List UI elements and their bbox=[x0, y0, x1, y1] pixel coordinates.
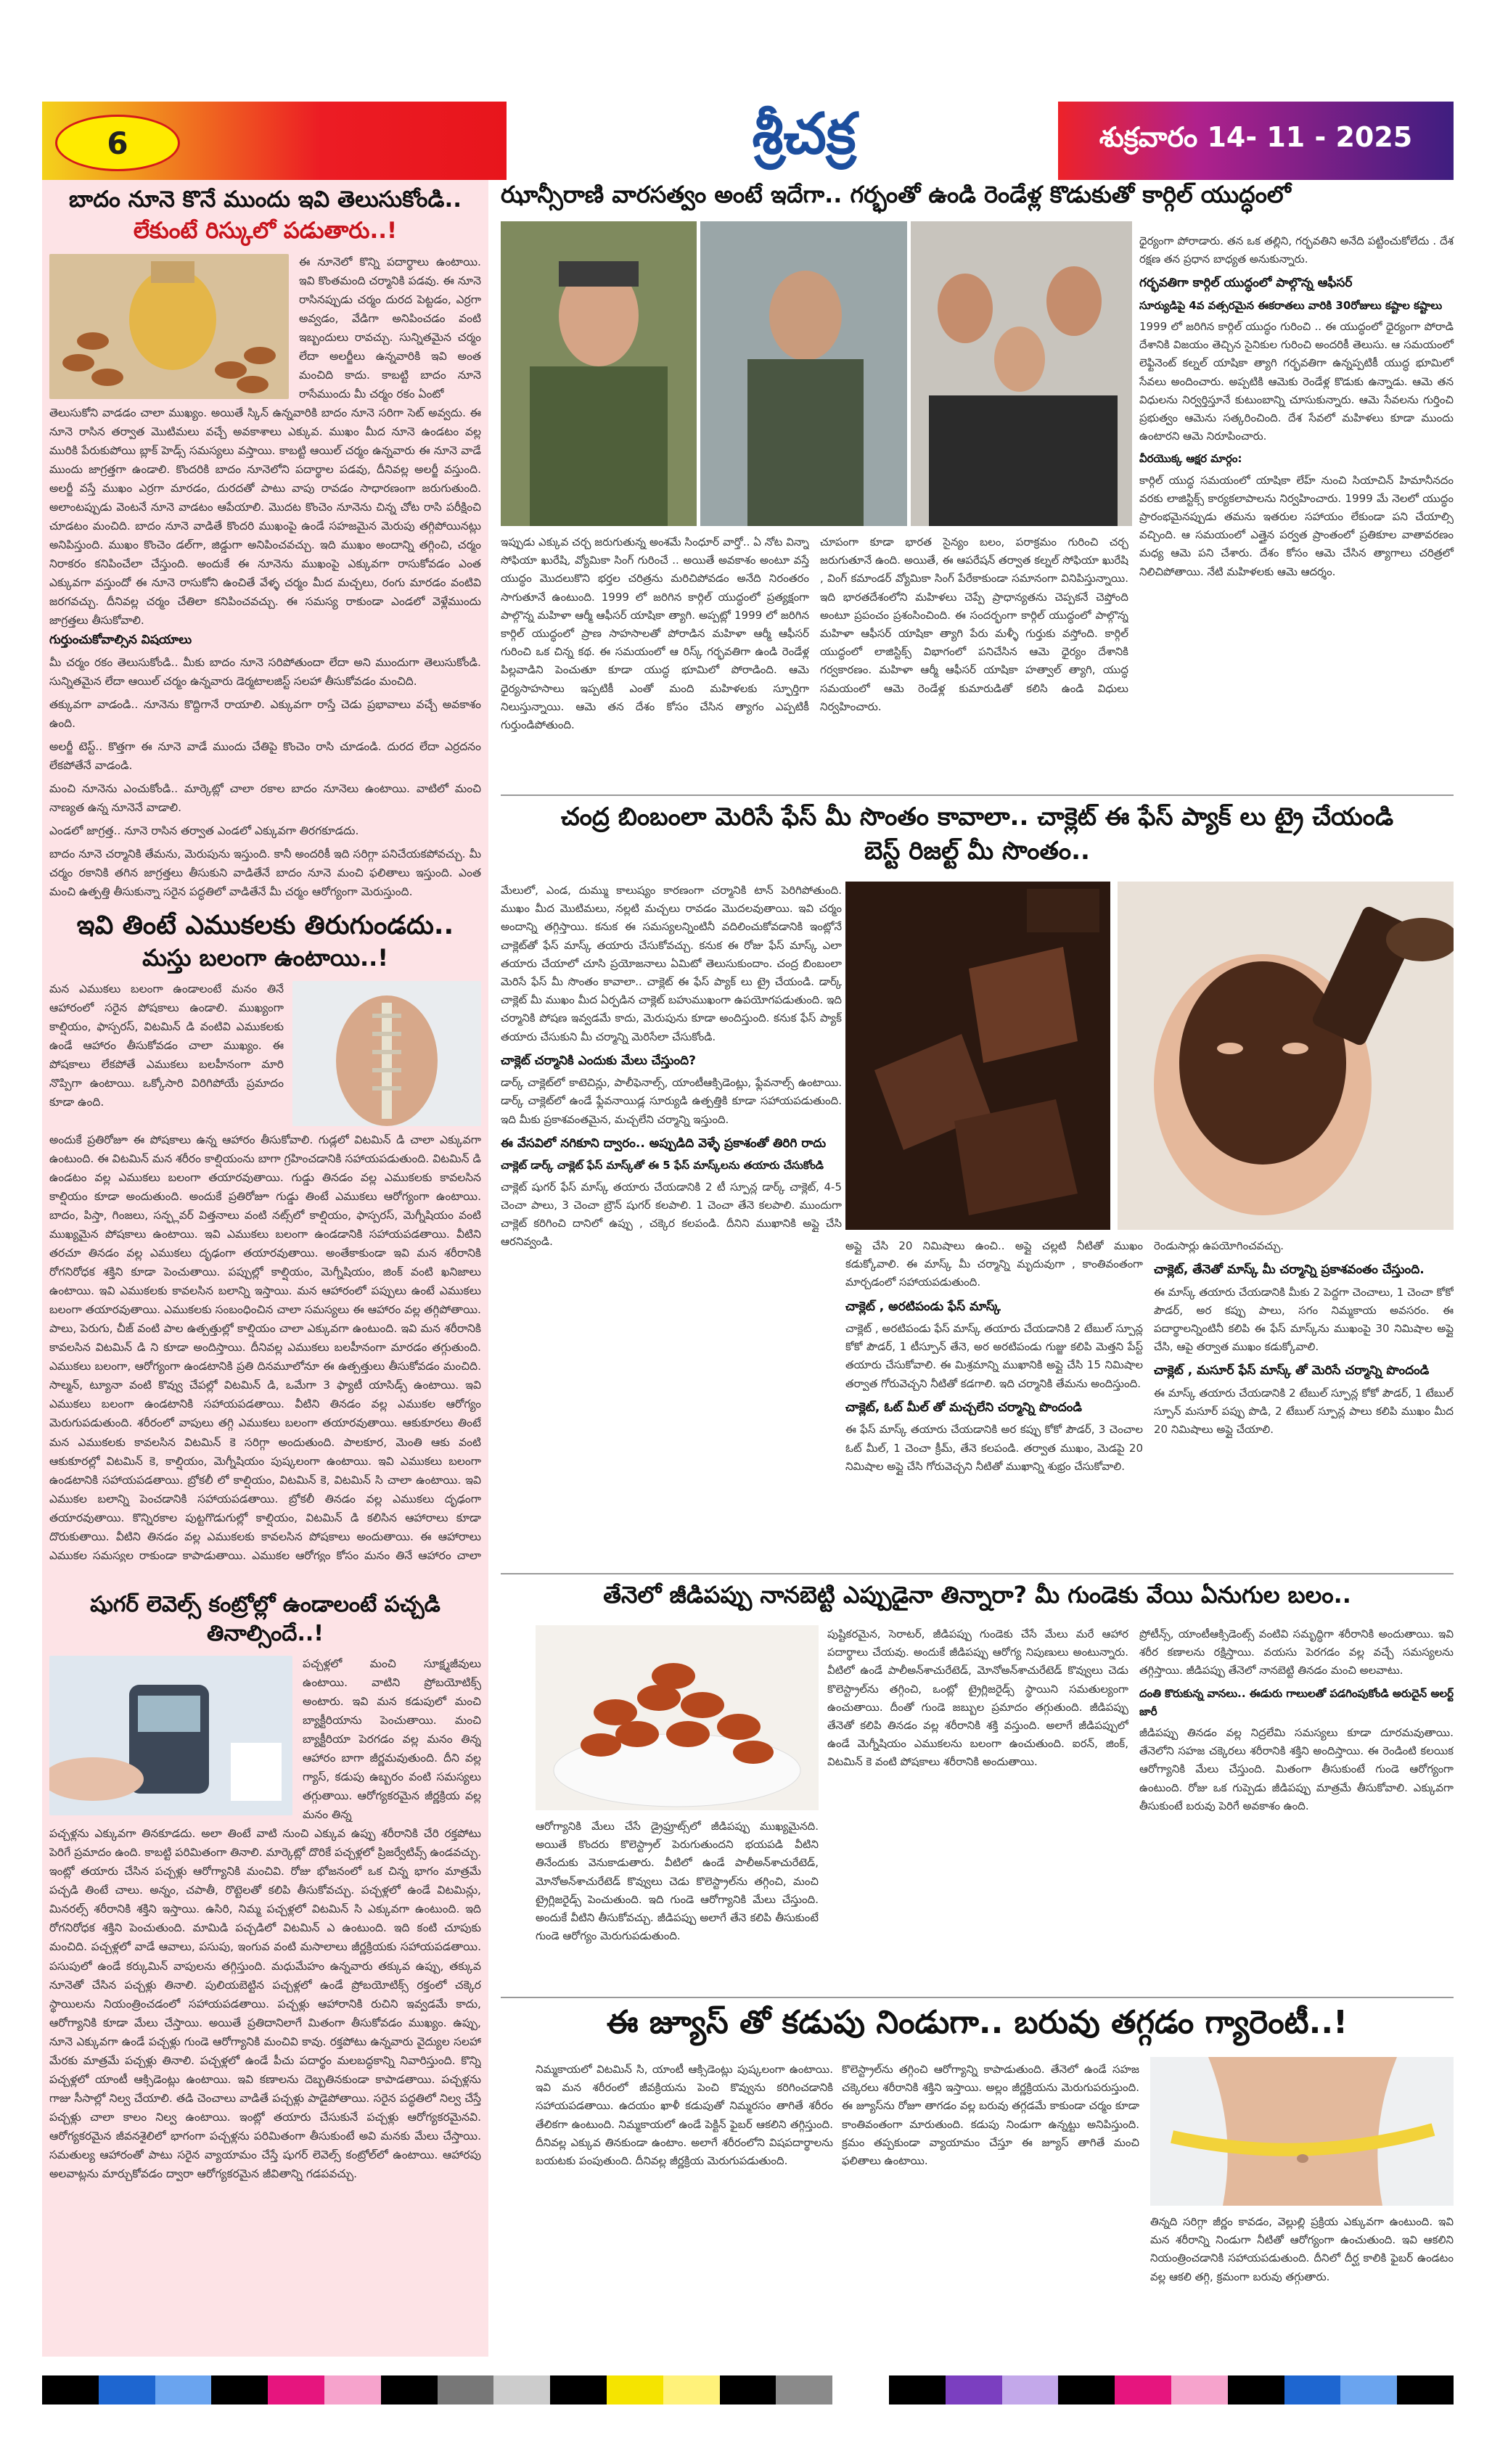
headline: ఝాన్సీరాణి వారసత్వం అంటే ఇదేగా.. గర్భంతో ఉండి రెండేళ్ల కొడుకుతో కార్గిల్ యుద్ధంలో bbox=[501, 181, 1291, 208]
subheading: గుర్తుంచుకోవాల్సిన విషయాలు bbox=[49, 633, 192, 648]
waist-measure-photo bbox=[1150, 2057, 1454, 2206]
body-text: తక్కువగా వాడండి.. నూనెను కొద్దిగానే రాయాలి. ఎక్కువగా రాస్తే చెడు ప్రభావాలు వచ్చే అవకాశం ఉంది. bbox=[49, 698, 481, 731]
glucometer-photo bbox=[49, 1656, 292, 1815]
subheading: చాక్లెట్ డార్క్ చాక్లెట్ ఫేస్ మాస్క్‌తో ఈ 5 ఫేస్ మాస్క్‌లను తయారు చేసుకోండి bbox=[501, 1159, 824, 1173]
body-text: 1999 లో జరిగిన కార్గిల్ యుద్ధం గురించి .. ఈ యుద్ధంలో ధైర్యంగా పోరాడి దేశానికి విజయం తెచ్చిన సైనికుల గురించి అందరికీ తెలుసు. ఆ సమయంలో లెఫ్టినెంట్ కల్నల్ యాషికా త్యాగి గర్భవతిగా ఉన్నప్పటికీ యుద్ధ భూమిలో సేవలు అందించారు. అప్పటికి ఆమెకు రెండేళ్ల కొడుకు ఉన్నాడు. ఆమె తన విధులను నిర్వర్తిస్తూనే కుటుంబాన్ని చూసుకున్నారు. ఆమె సేవలను గుర్తించి ప్రభుత్వం ఆమెను సత్కరించింది. దేశ సేవలో మహిళలు కూడా ముందు ఉంటారని ఆమె నిరూపించారు. bbox=[1139, 320, 1454, 443]
body-text: మేలులో, ఎండ, దుమ్ము కాలుష్యం కారణంగా చర్మానికి టాన్ పెరిగిపోతుంది. ముఖం మీద మొటిమలు, నల్లటి మచ్చలు రావడం మొదలవుతాయి. ఇవి చర్మం అందాన్ని తగ్గిస్తాయి. కనుక ఈ సమస్యలన్నింటినీ వదిలించుకోవడానికి ఇంట్లోనే చాక్లెట్‌తో ఫేస్ మాస్క్ తయారు చేసుకోవచ్చు. కనుక ఈ రోజు ఫేస్ మాస్క్ ఎలా తయారు చేయాలో చూసి ప్రయోజనాలు ఏమిటో తెలుసుకుందాం. చంద్ర బింబంలా మెరిసే ఫేస్ మీ సొంతం కావాలా.. చాక్లెట్ ఈ ఫేస్ ప్యాక్ లు ట్రై చేయండి. డార్క్ చాక్లెట్ మీ ముఖం మీద ఏర్పడిన చాక్లెట్ బహుముఖంగా ఉపయోగపడుతుంది. ఇది చర్మానికి పోషణ ఇవ్వడమే కాదు, మెరుపును కూడా అందిస్తుంది. కనుక ఫేస్ ప్యాక్ తయారు చేసుకుని మీ చర్మాన్ని మెరిసేలా చేసుకోండి. bbox=[501, 884, 842, 1043]
chocolate-column-1 bbox=[501, 882, 842, 1564]
section-divider bbox=[501, 794, 1454, 796]
body-text: పచ్చళ్లను ఎక్కువగా తినకూడదు. అలా తింటే వాటి నుంచి ఎక్కువ ఉప్పు శరీరానికి చేరి రక్తపోటు పెరిగే ప్రమాదం ఉంది. కాబట్టి పరిమితంగా తినాలి. మార్కెట్లో దొరికే పచ్చళ్లలో ప్రిజర్వేటివ్స్ ఉండవచ్చు. ఇంట్లో తయారు చేసిన పచ్చళ్లు ఆరోగ్యానికి మంచివి. రోజు భోజనంలో ఒక చిన్న భాగం మాత్రమే పచ్చడి తింటే చాలు. అన్నం, చపాతీ, రొట్టెలతో కలిపి తీసుకోవచ్చు. పచ్చళ్లలో ఉండే విటమిన్లు, మినరల్స్ శరీరానికి శక్తిని ఇస్తాయి. ఉసిరి, నిమ్మ పచ్చళ్లలో విటమిన్ సి ఎక్కువగా ఉంటుంది. ఇది రోగనిరోధక శక్తిని పెంచుతుంది. మామిడి పచ్చడిలో విటమిన్ ఎ ఉంటుంది. ఇది కంటి చూపుకు మంచిది. పచ్చళ్లలో వాడే ఆవాలు, పసుపు, ఇంగువ వంటి మసాలాలు జీర్ణక్రియకు సహాయపడతాయి. పసుపులో ఉండే కర్కుమిన్ వాపులను తగ్గిస్తుంది. మధుమేహం ఉన్నవారు తక్కువ ఉప్పు, తక్కువ నూనెతో చేసిన పచ్చళ్లు తినాలి. పులియబెట్టిన పచ్చళ్లలో ఉండే ప్రోబయోటిక్స్ రక్తంలో చక్కెర స్థాయిలను నియంత్రించడంలో సహాయపడతాయి. పచ్చళ్లు ఆహారానికి రుచిని ఇవ్వడమే కాదు, ఆరోగ్యానికి కూడా మేలు చేస్తాయి. అయితే ప్రతిదానిలాగే మితంగా తీసుకోవడం ముఖ్యం. ఉప్పు, నూనె ఎక్కువగా ఉండే పచ్చళ్లు గుండె ఆరోగ్యానికి మంచివి కావు. రక్తపోటు ఉన్నవారు వైద్యుల సలహా మేరకు మాత్రమే పచ్చళ్లు తినాలి. పచ్చళ్లలో ఉండే పీచు పదార్థం మలబద్ధకాన్ని నివారిస్తుంది. కొన్ని పచ్చళ్లలో యాంటీ ఆక్సిడెంట్లు ఉంటాయి. ఇవి కణాలను దెబ్బతినకుండా కాపాడతాయి. పచ్చళ్లను గాజు సీసాల్లో నిల్వ చేయాలి. తడి చెంచాలు వాడితే పచ్చళ్లు పాడైపోతాయి. సరైన పద్ధతిలో నిల్వ చేస్తే పచ్చళ్లు చాలా కాలం నిల్వ ఉంటాయి. ఇంట్లో తయారు చేసుకునే పచ్చళ్లు ఆరోగ్యకరమైనవి. ఆరోగ్యకరమైన జీవనశైలిలో భాగంగా పచ్చళ్లను పరిమితంగా తీసుకుంటే అవి మనకు మేలు చేస్తాయి. సమతుల్య ఆహారంతో పాటు సరైన వ్యాయామం చేస్తే షుగర్ లెవెల్స్ కంట్రోల్‌లో ఉంటాయి. ఆహారపు అలవాట్లను మార్చుకోవడం ద్వారా ఆరోగ్యకరమైన జీవితాన్ని గడపవచ్చు. bbox=[49, 1827, 481, 2180]
cashew-photo bbox=[536, 1625, 819, 1810]
headline: షుగర్ లెవెల్స్ కంట్రోల్లో ఉండాలంటే పచ్చడి bbox=[90, 1592, 440, 1617]
left-column bbox=[42, 180, 488, 2357]
print-color-registration-bar bbox=[42, 2375, 1454, 2405]
page-number: 6 bbox=[55, 115, 180, 171]
body-text: ఇప్పుడు ఎక్కువ చర్చ జరుగుతున్న అంశమే సింధూర్ వార్తో.. ఏ నోట విన్నా సోఫియా ఖురేషి, వ్యోమికా సింగ్ గురించే .. అయితే అవకాశం అంటూ వస్తే యుద్ధం మొదలుకొని భర్తల చరిత్రను మరిచిపోవడం అనేది నిరంతరం సాగుతూనే ఉంటుంది. 1999 లో జరిగిన కార్గిల్ యుద్ధంలో ప్రత్యక్షంగా పాల్గొన్న మహిళా ఆర్మీ ఆఫీసర్ యాషికా త్యాగి. అప్పట్లో 1999 లో జరిగిన కార్గిల్ యుద్ధంలో ప్రాణ సాహసాలతో పోరాడిన మహిళా ఆర్మీ ఆఫీసర్ గురించి ఒక చిన్న కథ. ఈ సమయంలో ఆ రిస్క్ గర్భవతిగా ఉండి రెండేళ్ల పిల్లవాడిని పెంచుతూ కూడా యుద్ధ భూమిలో పోరాడింది. ఆమె ధైర్యసాహసాలు ఇప్పటికీ ఎంతో మంది మహిళలకు స్ఫూర్తిగా నిలుస్తున్నాయి. ఆమె తన దేశం కోసం చేసిన త్యాగం ఎప్పటికీ గుర్తుండిపోతుంది. bbox=[501, 535, 809, 731]
headline: ఈ జ్యూస్ తో కడుపు నిండుగా.. బరువు తగ్గడం గ్యారెంటీ..! bbox=[606, 2004, 1348, 2041]
body-text: మన ఎముకలు బలంగా ఉండాలంటే మనం తినే ఆహారంలో సరైన పోషకాలు ఉండాలి. ముఖ్యంగా కాల్షియం, ఫాస్పరస్, విటమిన్ డి వంటివి ఎముకలకు ఉండే ఆహారం తీసుకోవడం చాలా ముఖ్యం. ఈ పోషకాలు లేకపోతే ఎముకలు బలహీనంగా మారి నొప్పిగా ఉంటాయి. ఒక్కోసారి విరిగిపోయే ప్రమాదం కూడా ఉంది. bbox=[49, 982, 284, 1109]
subheading: చాక్లెట్ చర్మానికి ఎందుకు మేలు చేస్తుంది? bbox=[501, 1053, 697, 1068]
body-text: ధైర్యంగా పోరాడారు. తన ఒక తల్లిని, గర్భవతిని అనేది పట్టించుకోలేదు . దేశ రక్షణ తన ప్రధాన బాధ్యత అనుకున్నారు. bbox=[1139, 234, 1454, 266]
body-text: అప్లై చేసి 20 నిమిషాలు ఉంచి.. అప్లై చల్లటి నీటితో ముఖం కడుక్కోవాలి. ఈ మాస్క్ మీ చర్మాన్ని మృదువుగా , కాంతివంతంగా మార్చడంలో సహాయపడుతుంది. bbox=[845, 1239, 1143, 1289]
body-text: డార్క్ చాక్లెట్‌లో కాటెచిన్లు, పాలీఫెనాల్స్, యాంటీఆక్సిడెంట్లు, ఫ్లేవనాల్స్ ఉంటాయి. డార్క్ చాక్లెట్‌లో ఉండే ఫ్లేవనాయిడ్ల సూర్యుడి ఉత్పత్తికి కూడా సహాయపడుతుంది. ఇది మీకు ప్రకాశవంతమైన, మచ్చలేని చర్మాన్ని ఇస్తుంది. bbox=[501, 1076, 842, 1126]
kargil-photo-collage bbox=[501, 221, 1132, 526]
bones-photo bbox=[292, 981, 481, 1126]
body-text: నిమ్మకాయలో విటమిన్ సి, యాంటీ ఆక్సిడెంట్లు పుష్కలంగా ఉంటాయి. ఇవి మన శరీరంలో జీవక్రియను పెంచి కొవ్వును కరిగించడానికి సహాయపడతాయి. ఉదయం ఖాళీ కడుపుతో నిమ్మరసం తాగితే శరీరం తేలికగా ఉంటుంది. నిమ్మకాయలో ఉండే పెక్టిన్ ఫైబర్ ఆకలిని తగ్గిస్తుంది. దీనివల్ల ఎక్కువ తినకుండా ఉంటాం. అలాగే శరీరంలోని విషపదార్థాలను బయటకు పంపుతుంది. దీనివల్ల జీర్ణక్రియ మెరుగుపడుతుంది. bbox=[536, 2063, 833, 2167]
body-text: పుష్టికరమైన, సెరాటర్, జీడిపప్పు గుండెకు చేసే మేలు మరే ఆహార పదార్థాలు చేయవు. అందుకే జీడిపప్పు ఆరోగ్య నిపుణులు అంటున్నారు. వీటిలో ఉండే పాలీఅన్‌శాచురేటెడ్, మోనోఅన్‌శాచురేటెడ్ కొవ్వులు చెడు కొలెస్ట్రాల్‌ను తగ్గించి, ఒంట్లో ట్రైగ్లిజరైడ్స్ స్థాయిని సమతుల్యంగా ఉంచుతాయి. దీంతో గుండె జబ్బుల ప్రమాదం తగ్గుతుంది. జీడిపప్పు తేనెతో కలిపి తినడం వల్ల శరీరానికి శక్తి వస్తుంది. అలాగే జీడిపప్పులో ఉండే మెగ్నీషియం ఎముకలను బలంగా ఉంచుతుంది. ఐరన్, జింక్, విటమిన్ కె వంటి పోషకాలు శరీరానికి అందుతాయి. bbox=[827, 1627, 1128, 1769]
newspaper-logo: శ్రీచక్ర bbox=[507, 102, 1102, 180]
almond-oil-photo bbox=[49, 254, 289, 399]
body-text: ఎండలో జాగ్రత్త.. నూనె రాసిన తర్వాత ఎండలో ఎక్కువగా తిరగకూడదు. bbox=[49, 824, 359, 838]
subheading: చాక్లెట్, ఓట్ మీల్ తో మచ్చలేని చర్మాన్ని పొందండి bbox=[845, 1400, 1082, 1415]
subheading: సూర్యుడిపై 4వ వత్సరమైన ఈకరాతలు వారికి 30రోజులు కష్టాల కష్టాలు bbox=[1139, 298, 1443, 312]
body-text: ఈ నూనెలో కొన్ని పదార్థాలు ఉంటాయి. ఇవి కొంతమంది చర్మానికి పడవు. ఈ నూనె రాసినప్పుడు చర్మం దురద పెట్టడం, ఎర్రగా అవ్వడం, వేడిగా అనిపించడం వంటి ఇబ్బందులు రావచ్చు. సున్నితమైన చర్మం లేదా అలర్జీలు ఉన్నవారికి ఇవి అంత మంచిది కాదు. కాబట్టి బాదం నూనె రాసేముందు మీ చర్మం రకం ఏంటో bbox=[299, 255, 481, 401]
article-kargil bbox=[501, 180, 1454, 209]
headline-secondary: మస్తు బలంగా ఉంటాయి..! bbox=[142, 944, 388, 972]
body-text: ఈ మాస్క్ తయారు చేయడానికి 2 టేబుల్ స్పూన్ల కోకో పౌడర్, 1 టేబుల్ స్పూన్ మసూర్ పప్పు పొడి, 2 టేబుల్ స్పూన్ల పాలు కలిపి ముఖం మీద 20 నిమిషాలు అప్లై చేయాలి. bbox=[1154, 1387, 1454, 1437]
body-text: జీడిపప్పు తినడం వల్ల నిద్రలేమి సమస్యలు కూడా దూరమవుతాయి. తేనెలోని సహజ చక్కెరలు శరీరానికి శక్తిని అందిస్తాయి. ఈ రెండింటి కలయిక ఆరోగ్యానికి మేలు చేస్తుంది. మితంగా తీసుకుంటే గుండె ఆరోగ్యంగా ఉంటుంది. రోజు ఒక గుప్పెడు జీడిపప్పు మాత్రమే తీసుకోవాలి. ఎక్కువగా తీసుకుంటే బరువు పెరిగే అవకాశం ఉంది. bbox=[1139, 1725, 1454, 1812]
chocolate-column-4 bbox=[1154, 1237, 1454, 1564]
subheading: ఈ వేసవిలో నగికూని ద్వారం.. అప్పుడిది వెళ్ళే ప్రకాశంతో తిరిగి రాదు bbox=[501, 1136, 827, 1151]
headline: తేనెలో జీడిపప్పు నానబెట్టి ఎప్పుడైనా తిన్నారా? మీ గుండెకు వేయి ఏనుగుల బలం.. bbox=[603, 1581, 1351, 1609]
section-divider bbox=[501, 1573, 1454, 1574]
body-text: ఈ మాస్క్ తయారు చేయడానికి మీకు 2 పెద్దగా చెంచాలు, 1 చెంచా కోకో పౌడర్, అర కప్పు పాలు, సగం నిమ్మకాయ అవసరం. ఈ పదార్థాలన్నింటినీ కలిపి ఈ ఫేస్ మాస్క్‌ను ముఖంపై 30 నిమిషాల అప్లై చేసి, ఆపై తర్వాత ముఖం కడుక్కోవాలి. bbox=[1154, 1285, 1454, 1354]
masthead bbox=[42, 102, 1454, 180]
headline-secondary: లేకుంటే రిస్కులో పడుతారు..! bbox=[133, 217, 398, 244]
article-bones bbox=[49, 909, 481, 1562]
body-text: ప్రోటీన్స్, యాంటీఆక్సిడెంట్స్ వంటివి సమృద్ధిగా శరీరానికి అందుతాయి. ఇవి శరీర కణాలను రక్షిస్తాయి. వయసు పెరగడం వల్ల వచ్చే సమస్యలను తగ్గిస్తాయి. జీడిపప్పు తేనెలో నానబెట్టి తినడం మంచి అలవాటు. bbox=[1139, 1627, 1454, 1677]
subheading: గర్భవతిగా కార్గిల్ యుద్ధంలో పాల్గొన్న ఆఫీసర్ bbox=[1139, 276, 1353, 291]
article-chocolate bbox=[501, 802, 1454, 866]
subheading: వీరయొక్క ఆక్షర మార్గం: bbox=[1139, 452, 1242, 466]
body-text: ఆరోగ్యానికి మేలు చేసే డ్రైఫ్రూట్స్‌లో జీడిపప్పు ముఖ్యమైనది. అయితే కొందరు కొలెస్ట్రాల్ పెరుగుతుందని భయపడి వీటిని తినేందుకు వెనుకాడుతారు. వీటిలో ఉండే పాలీఅన్‌శాచురేటెడ్, మోనోఅన్‌శాచురేటెడ్ కొవ్వులు చెడు కొలెస్ట్రాల్‌ను తగ్గించి, మంచి ట్రైగ్లిజరైడ్స్ పెంచుతుంది. ఇది గుండె ఆరోగ్యానికి మేలు చేస్తుంది. అందుకే వీటిని తీసుకోవచ్చు. జీడిపప్పు అలాగే తేనె కలిపి తీసుకుంటే గుండె ఆరోగ్యం మెరుగుపడుతుంది. bbox=[536, 1820, 819, 1943]
chocolate-column-3 bbox=[845, 1237, 1143, 1564]
body-text: కార్గిల్ యుద్ధ సమయంలో యాషికా లేహ్ నుంచి సియాచిన్ హిమానీనదం వరకు లాజిస్టిక్స్ కార్యకలాపాలను నిర్వహించారు. 1999 మే నెలలో యుద్ధం ప్రారంభమైనప్పుడు తమను ఇతరుల సహాయం లేకుండా పని చేయాల్సి వచ్చింది. ఆ సమయంలో ఎత్తైన పర్వత ప్రాంతంలో ప్రతికూల వాతావరణం మధ్య ఆమె పని చేశారు. దేశం కోసం ఆమె చేసిన త్యాగాలు చరిత్రలో నిలిచిపోతాయి. నేటి మహిళలకు ఆమె ఆదర్శం. bbox=[1139, 473, 1454, 578]
article-weight-loss bbox=[501, 2003, 1454, 2042]
article-pickle bbox=[49, 1591, 481, 2349]
face-mask-photo bbox=[1118, 882, 1454, 1230]
body-text: చాక్లెట్ షుగర్ ఫేస్ మాస్క్ తయారు చేయడానికి 2 టీ స్పూన్ల డార్క్ చాక్లెట్, 4-5 చెంచా పాలు, 3 చెంచా బ్రౌన్ షుగర్ కలపాలి. 1 చెంచా తేనె కలపాలి. ముందుగా చాక్లెట్ కరిగించి దానిలో ఉప్పు , చక్కెర కలపండి. దీనిని ముఖానికి అప్లై చేసి ఆరనివ్వండి. bbox=[501, 1180, 842, 1249]
headline: చంద్ర బింబంలా మెరిసే ఫేస్ మీ సొంతం కావాలా.. చాక్లెట్ ఈ ఫేస్ ప్యాక్ లు ట్రై చేయండి bbox=[560, 802, 1394, 831]
body-text: తిన్నది సరిగ్గా జీర్ణం కావడం, వెల్లుల్లి ప్రక్రియ ఎక్కువగా ఉంటుంది. ఇవి మన శరీరాన్ని నిండుగా నీటితో ఆరోగ్యంగా ఉంచుతుంది. ఇవి ఆకలిని నియంత్రించడానికి సహాయపడుతుంది. దీనిలో దీర్ఘ కాలికి ఫైబర్ ఉండటం వల్ల ఆకలి తగ్గి, క్రమంగా బరువు తగ్గుతారు. bbox=[1150, 2215, 1454, 2283]
body-text: చాక్లెట్ , అరటిపండు ఫేస్ మాస్క్ తయారు చేయడానికి 2 టేబుల్ స్పూన్ల కోకో పౌడర్, 1 టీస్పూన్ తేనె, అర అరటిపండు గుజ్జు కలిపి మెత్తని పేస్ట్ తయారు చేసుకోవాలి. ఈ మిశ్రమాన్ని ముఖానికి అప్లై చేసి 15 నిమిషాల తర్వాత గోరువెచ్చని నీటితో కడగాలి. ఇది చర్మానికి తేమను అందిస్తుంది. bbox=[845, 1322, 1143, 1390]
subheading: చాక్లెట్ , అరటిపండు ఫేస్ మాస్క్ bbox=[845, 1299, 1001, 1314]
subheading: దంతి కొరుకున్న వానలు.. ఈడురు గాలులతో పడగింపుకోండి అరుదైన్ అలర్ట్ జారీ bbox=[1139, 1686, 1454, 1718]
chocolate-photo bbox=[845, 882, 1110, 1230]
body-text: మీ చర్మం రకం తెలుసుకోండి.. మీకు బాదం నూనె సరిపోతుందా లేదా అని ముందుగా తెలుసుకోండి. సున్నితమైన లేదా ఆయిల్ చర్మం ఉన్నవారు డెర్మటాలజిస్ట్ సలహా తీసుకోవడం మంచిది. bbox=[49, 656, 481, 689]
body-text: ఈ ఫేస్ మాస్క్ తయారు చేయడానికి అర కప్పు కోకో పౌడర్, 3 చెంచాల ఓట్ మీల్, 1 చెంచా క్రీమ్, తేనె కలపండి. తర్వాత ముఖం, మెడపై 20 నిమిషాల అప్లై చేసి గోరువెచ్చని నీటితో ముఖాన్ని శుభ్రం చేసుకోవాలి. bbox=[845, 1423, 1143, 1473]
subheading: చాక్లెట్, తేనెతో మాస్క్ మీ చర్మాన్ని ప్రకాశవంతం చేస్తుంది. bbox=[1154, 1262, 1425, 1278]
issue-date: శుక్రవారం 14- 11 - 2025 bbox=[1058, 102, 1454, 180]
masthead-left-band bbox=[42, 102, 507, 180]
body-text: చూపంగా కూడా భారత సైన్యం బలం, పరాక్రమం గురించి చర్చ జరుగుతూనే ఉంది. అయితే, ఈ ఆపరేషన్ తర్వాత కల్నల్ సోఫియా ఖురేషి , వింగ్ కమాండర్ వ్యోమికా సింగ్ పేరేకాకుండా సమానంగా వినిపిస్తున్నాయి. ఇది భారతదేశంలోని మహిళలు చెప్పే ప్రాధాన్యతను చెప్పకనే చెప్తోంది అంటూ ప్రపంచం ప్రశంసించింది. ఈ సందర్భంగా కార్గిల్ యుద్ధంలో పాల్గొన్న మహిళా ఆఫీసర్ యాషికా త్యాగి పేరు మళ్ళీ గుర్తుకు వస్తోంది. కార్గిల్ యుద్ధంలో లాజిస్టిక్స్ విభాగంలో పనిచేసిన ఆమె ధైర్యం దేశానికి గర్వకారణం. మహిళా ఆర్మీ ఆఫీసర్ యాషికా హత్వాల్ త్యాగి, యుద్ధ సమయంలో ఆమె రెండేళ్ల కుమారుడితో కలిసి ఉండి విధులు నిర్వహించారు. bbox=[820, 535, 1128, 713]
cashew-column-right bbox=[1139, 1625, 1454, 1992]
body-text: మంచి నూనెను ఎంచుకోండి.. మార్కెట్లో చాలా రకాల బాదం నూనెలు ఉంటాయి. వాటిలో మంచి నాణ్యత ఉన్న నూనెనే వాడాలి. bbox=[49, 782, 481, 815]
headline: బాదం నూనె కొనే ముందు ఇవి తెలుసుకోండి.. bbox=[68, 186, 462, 213]
headline-secondary: బెస్ట్ రిజల్ట్ మీ సొంతం.. bbox=[864, 836, 1090, 866]
body-text: అలర్జీ టెస్ట్.. కొత్తగా ఈ నూనె వాడే ముందు చేతిపై కొంచెం రాసి చూడండి. దురద లేదా ఎర్రదనం లేకపోతేనే వాడండి. bbox=[49, 740, 481, 773]
body-text: కొలెస్ట్రాల్‌ను తగ్గించి ఆరోగ్యాన్ని కాపాడుతుంది. తేనెలో ఉండే సహజ చక్కెరలు శరీరానికి శక్తిని ఇస్తాయి. అల్లం జీర్ణక్రియను మెరుగుపరుస్తుంది. ఈ జ్యూస్‌ను రోజూ తాగడం వల్ల బరువు తగ్గడమే కాకుండా చర్మం కూడా కాంతివంతంగా మారుతుంది. కడుపు నిండుగా ఉన్నట్టు అనిపిస్తుంది. క్రమం తప్పకుండా వ్యాయామం చేస్తూ ఈ జ్యూస్ తాగితే మంచి ఫలితాలు ఉంటాయి. bbox=[842, 2063, 1139, 2167]
body-text: తెలుసుకోని వాడడం చాలా ముఖ్యం. అయితే స్కిన్ ఉన్నవారికి బాదం నూనె సరిగా సెట్ అవ్వదు. ఈ నూనె రాసిన తర్వాత మొటిమలు వచ్చే అవకాశాలు ఎక్కువ. ముఖం మీద నూనె ఉండటం వల్ల మురికి పేరుకుపోయి బ్లాక్ హెడ్స్ సమస్యలు వస్తాయి. కాబట్టి ఆయిల్ చర్మం ఉన్నవారు ఈ నూనె వాడే ముందు జాగ్రత్తగా ఉండాలి. కొందరికి బాదం నూనెలోని పదార్థాల పడవు, దీనివల్ల అలర్జీ వస్తుంది. అలర్జీ వస్తే ముఖం ఎర్రగా మారడం, దురదతో పాటు వాపు రావడం సాధారణంగా జరుగుతుంది. అలాంటప్పుడు వెంటనే నూనె వాడటం ఆపేయాలి. మొదట కొంచెం నూనెను చిన్న చోట రాసి పరీక్షించి చూడటం మంచిది. బాదం నూనె వాడితే కొందరి ముఖంపై ఉండే సహజమైన మెరుపు తగ్గిపోయినట్లు అనిపిస్తుంది. ముఖం కొంచెం డల్‌గా, జిడ్డుగా అనిపించవచ్చు. ఇది ముఖం అందాన్ని తగ్గించి, చర్మం నిరాకరం కనిపించేలా చేస్తుంది. అందుకే ఈ నూనెను ముఖంపై ఎక్కువగా రాసుకోవడం ఎంత ఎక్కువగా వస్తుందో ఈ నూనె రాసుకోని ఉంచితే వేళ్ళ చర్మం మీద మచ్చలు, రంగు మారడం వంటివి జరగవచ్చు. దీనివల్ల చర్మం చేతిలా కనిపించవచ్చు. ఈ సమస్య రాకుండా ఎండలో వెళ్లేముందు జాగ్రత్తలు తీసుకోవాలి. bbox=[49, 406, 481, 628]
headline: ఇవి తింటే ఎముకలకు తిరుగుండదు.. bbox=[76, 911, 454, 940]
body-text: అందుకే ప్రతిరోజూ ఈ పోషకాలు ఉన్న ఆహారం తీసుకోవాలి. గుడ్లలో విటమిన్ డి చాలా ఎక్కువగా ఉంటుంది. ఈ విటమిన్ మన శరీరం కాల్షియంను బాగా గ్రహించడానికి సహాయపడుతుంది. విటమిన్ డి ఉండటం వల్ల ఎముకలు బలంగా తయారవుతాయి. గుడ్డు తినడం వల్ల ఎముకలకు కావలసిన కాల్షియం కూడా అందుతుంది. అందుకే ప్రతిరోజూ గుడ్డు తింటే ఎముకలు ఆరోగ్యంగా ఉంటాయి. బాదం, పిస్తా, గింజలు, సన్ఫ్లవర్ విత్తనాలు వంటి నట్స్‌లో కాల్షియం, ఫాస్పరస్, మెగ్నీషియం వంటి ముఖ్యమైన పోషకాలు ఉంటాయి. ఇవి ఎముకలు బలంగా ఉండడానికి సహాయపడతాయి. వీటిని తరచూ తినడం వల్ల ఎముకలు దృఢంగా తయారవుతాయి. అంతేకాకుండా ఇవి మన శరీరానికి రోగనిరోధక శక్తిని కూడా పెంచుతాయి. పప్పుల్లో కాల్షియం, మెగ్నీషియం, జింక్ వంటి ఖనిజాలు ఉంటాయి. ఇవి ఎముకలకు కావలసిన బలాన్ని ఇస్తాయి. మన ఆహారంలో పప్పులు ఉంటే ఎముకలు బలంగా తయారవుతాయి. ఎముకలకు సంబంధించిన చాలా సమస్యలు ఈ ఆహారం వల్ల తగ్గిపోతాయి. పాలు, పెరుగు, చీజ్ వంటి పాల ఉత్పత్తుల్లో కాల్షియం చాలా ఎక్కువగా ఉంటుంది. ఇవి మన శరీరానికి కావలసిన విటమిన్ డి ని కూడా అందిస్తాయి. దీనివల్ల ఎముకలు బలహీనంగా మారడం తగ్గుతుంది. ఎముకలు బలంగా, ఆరోగ్యంగా ఉండటానికి ప్రతి దినమూలోనూ ఈ ఉత్పత్తులు తీసుకోవడం మంచిది. సాల్మన్, ట్యూనా వంటి కొవ్వు చేపల్లో విటమిన్ డి, ఒమేగా 3 ఫ్యాటీ యాసిడ్స్ ఉంటాయి. ఇవి ఎముకలు బలంగా ఉండటానికి సహాయపడతాయి. వీటిని తినడం వల్ల ఎముకల ఆరోగ్యం మెరుగుపడుతుంది. శరీరంలో వాపులు తగ్గి ఎముకలు బలంగా తయారవుతాయి. ఆకుకూరలు తింటే మన ఎముకలకు కావలసిన విటమిన్ కె సరిగ్గా అందుతుంది. పాలకూర, మెంతి ఆకు వంటి ఆకుకూరల్లో విటమిన్ కె, కాల్షియం, మెగ్నీషియం పుష్కలంగా ఉంటాయి. ఇవి ఎముకలు బలంగా ఉండటానికి సహాయపడతాయి. బ్రోకలీ లో కాల్షియం, విటమిన్ కె, విటమిన్ సి చాలా ఉంటాయి. ఇవి ఎముకల బలాన్ని పెంచడానికి సహాయపడతాయి. బ్రోకలీ తినడం వల్ల ఎముకలు దృఢంగా తయారవుతాయి. కొన్నిరకాల పుట్టగొడుగుల్లో కాల్షియం, విటమిన్ డి కలిసిన ఆహారాలు కూడా దొరుకుతాయి. వీటిని తినడం వల్ల ఎముకలకు కావలసిన పోషకాలు అందుతాయి. ఈ ఆహారాలు ఎముకల సమస్యల రాకుండా కాపాడుతాయి. ఎముకల ఆరోగ్యం కోసం మనం తినే ఆహారం చాలా bbox=[49, 1133, 481, 1562]
body-text: బాదం నూనె చర్మానికి తేమను, మెరుపును ఇస్తుంది. కానీ అందరికీ ఇది సరిగ్గా పనిచేయకపోవచ్చు. మీ చర్మం రకానికి తగిన జాగ్రత్తలు తీసుకుని వాడితేనే బాదం నూనె మంచి ఫలితాలు ఇస్తుంది. ఎంత మంచి ఉత్పత్తి తీసుకున్నా సరైన పద్ధతిలో వాడితేనే మీ చర్మం ఆరోగ్యంగా మెరుస్తుంది. bbox=[49, 847, 481, 899]
section-divider bbox=[501, 1997, 1454, 1998]
article-almond-oil bbox=[49, 186, 481, 906]
article-cashew bbox=[501, 1580, 1454, 1609]
body-text: పచ్చళ్లలో మంచి సూక్ష్మజీవులు ఉంటాయి. వాటిని ప్రోబయోటిక్స్ అంటారు. ఇవి మన కడుపులో మంచి బ్యాక్టీరియాను పెంచుతాయి. మంచి బ్యాక్టీరియా పెరగడం వల్ల మనం తిన్న ఆహారం బాగా జీర్ణమవుతుంది. దీని వల్ల గ్యాస్, కడుపు ఉబ్బరం వంటి సమస్యలు తగ్గుతాయి. ఆరోగ్యకరమైన జీర్ణక్రియ వల్ల మనం తిన్న bbox=[303, 1657, 481, 1822]
kargil-column-right bbox=[1139, 232, 1454, 586]
headline-secondary: తినాల్సిందే..! bbox=[207, 1620, 324, 1646]
subheading: చాక్లెట్ , మసూర్ ఫేస్ మాస్క్ తో మెరిసే చర్మాన్ని పొందండి bbox=[1154, 1363, 1430, 1379]
body-text: రెండుసార్లు ఉపయోగించవచ్చు. bbox=[1154, 1239, 1284, 1252]
